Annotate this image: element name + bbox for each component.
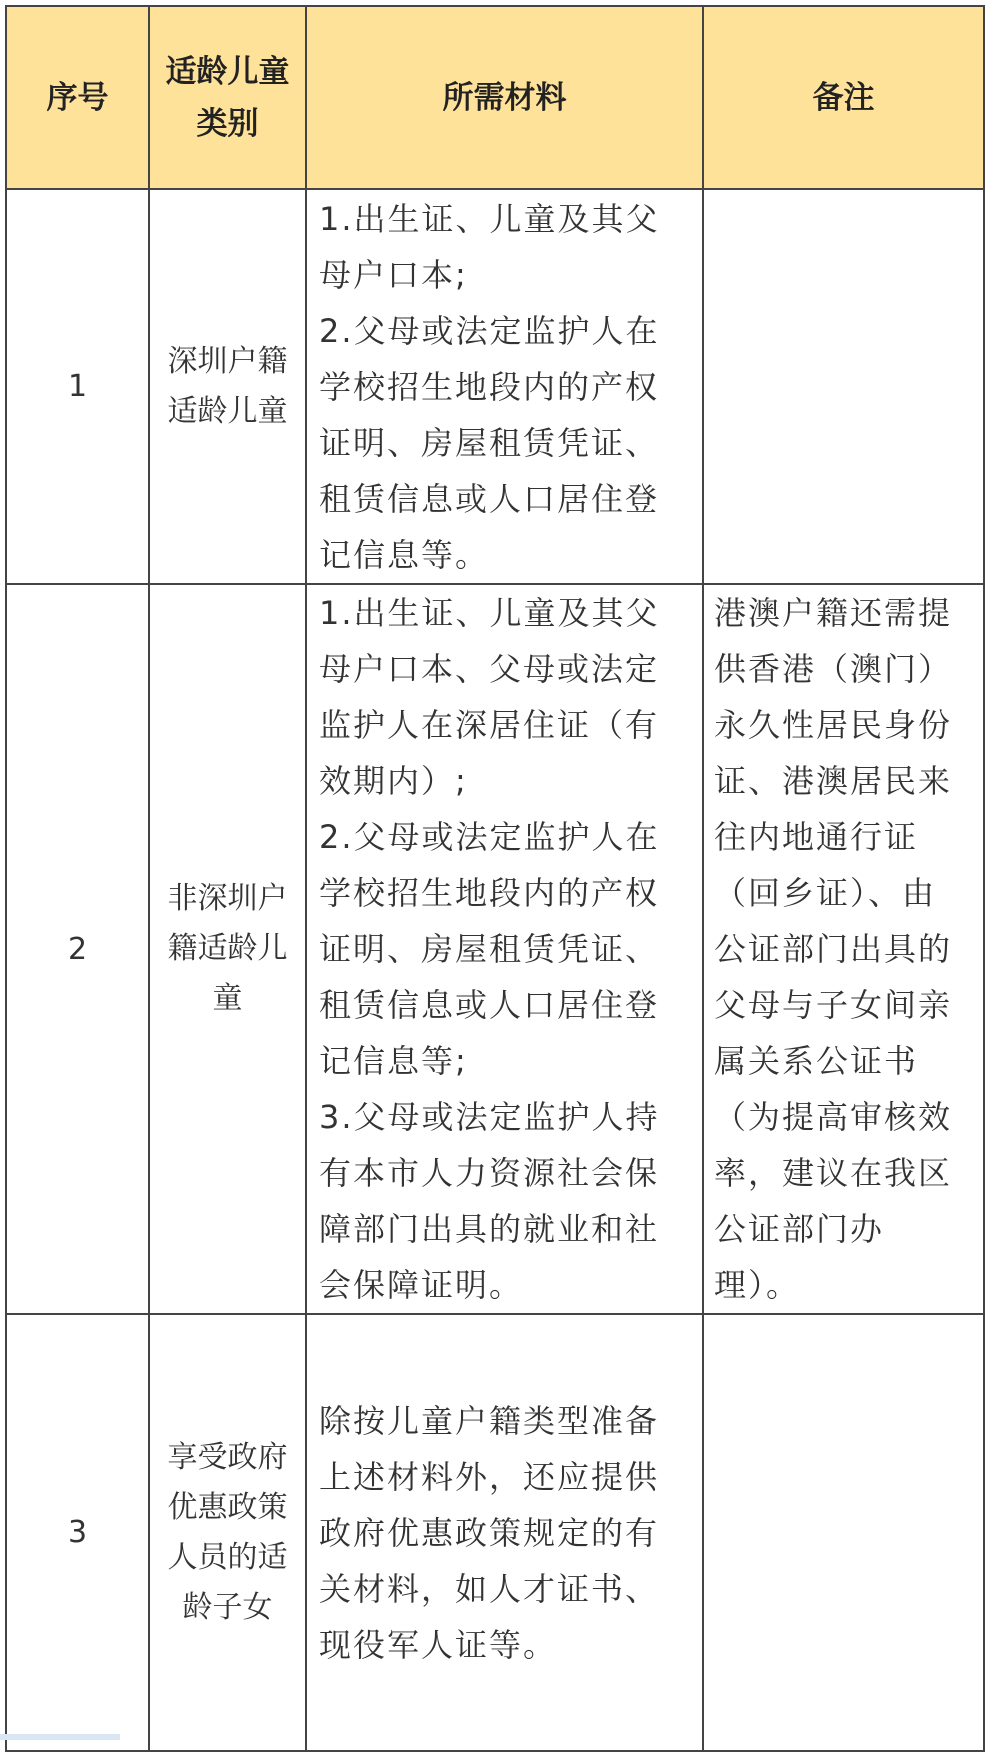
category-line: 童 bbox=[212, 981, 243, 1016]
materials-line: 1.出生证、儿童及其父 bbox=[319, 199, 660, 238]
category-line: 籍适龄儿 bbox=[167, 931, 288, 966]
category-line: 适龄儿童 bbox=[167, 393, 288, 429]
materials-line: 障部门出具的就业和社 bbox=[319, 1210, 660, 1248]
category-line: 享受政府 bbox=[167, 1439, 288, 1475]
note-line: 率，建议在我区 bbox=[714, 1154, 953, 1192]
materials-line: 记信息等; bbox=[319, 1042, 468, 1080]
table-row bbox=[6, 1314, 984, 1751]
header-category-line: 类别 bbox=[196, 105, 259, 142]
materials-line: 2.父母或法定监护人在 bbox=[319, 311, 660, 350]
row-materials bbox=[306, 1314, 703, 1751]
header-index: 序号 bbox=[6, 6, 149, 189]
header-materials: 所需材料 bbox=[306, 6, 703, 189]
row-notes bbox=[703, 584, 984, 1314]
row-materials bbox=[306, 584, 703, 1314]
category-line: 非深圳户 bbox=[167, 881, 288, 916]
materials-line: 租赁信息或人口居住登 bbox=[319, 479, 660, 518]
materials-line: 学校招生地段内的产权 bbox=[319, 367, 660, 406]
materials-line: 母户口本、父母或法定 bbox=[319, 650, 660, 688]
bottom-edge-strip bbox=[0, 1734, 120, 1740]
header-category-line: 适龄儿童 bbox=[165, 53, 290, 90]
note-line: 理）。 bbox=[714, 1266, 801, 1304]
materials-line: 证明、房屋租赁凭证、 bbox=[319, 423, 660, 462]
materials-line: 租赁信息或人口居住登 bbox=[319, 986, 660, 1024]
row-category bbox=[149, 189, 306, 584]
materials-line: 记信息等。 bbox=[319, 535, 490, 574]
row-index: 3 bbox=[6, 1314, 149, 1751]
category-line: 优惠政策 bbox=[167, 1489, 288, 1525]
row-index: 2 bbox=[6, 584, 149, 1314]
note-line: 公证部门出具的 bbox=[714, 930, 953, 968]
materials-line: 除按儿童户籍类型准备 bbox=[319, 1401, 660, 1440]
materials-line: 监护人在深居住证（有 bbox=[319, 706, 660, 744]
note-line: （回乡证）、由 bbox=[714, 874, 937, 912]
materials-line: 1.出生证、儿童及其父 bbox=[319, 594, 660, 632]
materials-line: 学校招生地段内的产权 bbox=[319, 874, 660, 912]
materials-line: 上述材料外，还应提供 bbox=[319, 1457, 660, 1496]
materials-table bbox=[5, 5, 985, 1752]
header-notes: 备注 bbox=[703, 6, 984, 189]
category-line: 龄子女 bbox=[182, 1589, 273, 1625]
materials-line: 会保障证明。 bbox=[319, 1266, 524, 1304]
note-line: 永久性居民身份 bbox=[714, 706, 953, 744]
materials-line: 2.父母或法定监护人在 bbox=[319, 818, 660, 856]
row-notes bbox=[703, 189, 984, 584]
note-line: 属关系公证书 bbox=[714, 1042, 919, 1080]
row-category bbox=[149, 584, 306, 1314]
table-row bbox=[6, 584, 984, 1314]
note-line: 往内地通行证 bbox=[714, 818, 919, 856]
materials-line: 有本市人力资源社会保 bbox=[319, 1154, 660, 1192]
materials-line: 3.父母或法定监护人持 bbox=[319, 1098, 660, 1136]
note-line: 父母与子女间亲 bbox=[714, 986, 953, 1024]
row-notes bbox=[703, 1314, 984, 1751]
materials-line: 证明、房屋租赁凭证、 bbox=[319, 930, 660, 968]
materials-line: 母户口本; bbox=[319, 255, 468, 294]
note-line: 供香港（澳门） bbox=[714, 650, 953, 688]
note-line: 港澳户籍还需提 bbox=[714, 594, 953, 632]
materials-line: 政府优惠政策规定的有 bbox=[319, 1513, 660, 1552]
category-line: 深圳户籍 bbox=[167, 343, 288, 379]
materials-line: 现役军人证等。 bbox=[319, 1625, 558, 1664]
row-materials bbox=[306, 189, 703, 584]
table-header-row bbox=[6, 6, 984, 189]
row-category bbox=[149, 1314, 306, 1751]
row-index: 1 bbox=[6, 189, 149, 584]
note-line: （为提高审核效 bbox=[714, 1098, 953, 1136]
header-category bbox=[149, 6, 306, 189]
note-line: 公证部门办 bbox=[714, 1210, 885, 1248]
materials-line: 关材料，如人才证书、 bbox=[319, 1569, 660, 1608]
category-line: 人员的适 bbox=[167, 1539, 288, 1575]
note-line: 证、港澳居民来 bbox=[714, 762, 953, 800]
table-row bbox=[6, 189, 984, 584]
materials-line: 效期内）; bbox=[319, 762, 468, 800]
